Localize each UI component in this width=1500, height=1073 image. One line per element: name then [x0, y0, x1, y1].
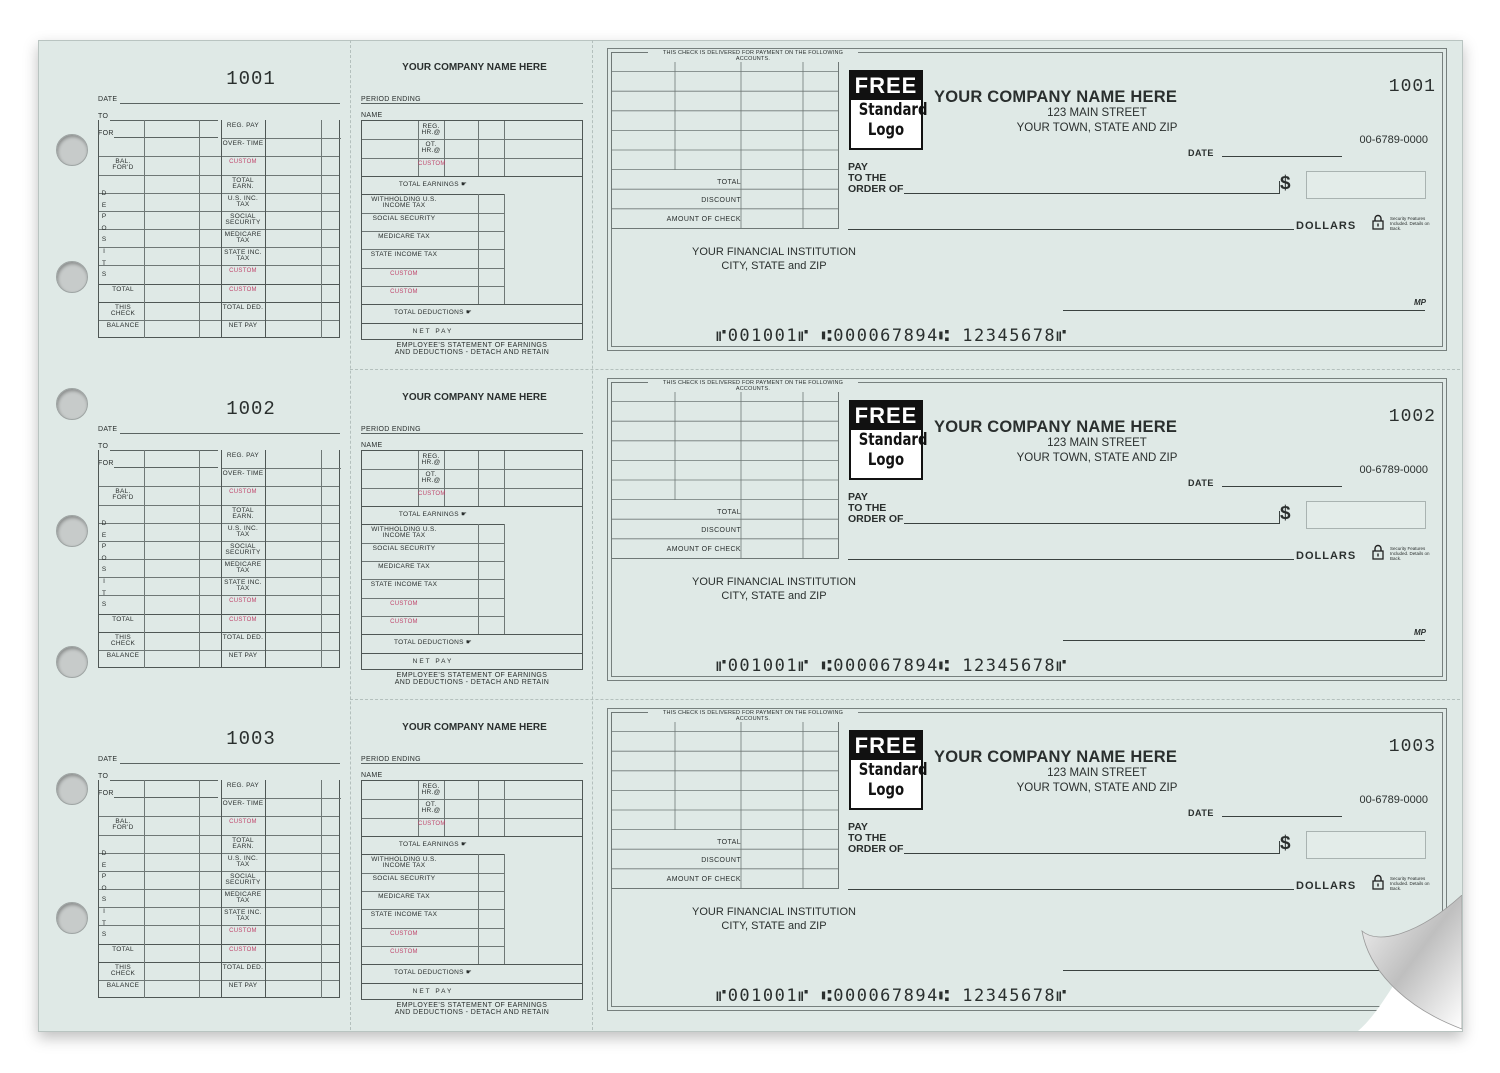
register-label: STATE INC. TAX [224, 249, 262, 263]
register-label: CUSTOM [229, 946, 257, 953]
register-label: BALANCE [106, 981, 140, 989]
routing-fraction: 00-6789-0000 [1359, 134, 1428, 146]
register-label: TOTAL [112, 945, 134, 953]
payroll-footer-line2: AND DEDUCTIONS - DETACH AND RETAIN [394, 349, 550, 356]
stub-check-number: 1002 [226, 398, 276, 420]
to-the-label: TO THE [848, 172, 887, 184]
deduction-label: CUSTOM [390, 619, 418, 625]
company-name: YOUR COMPANY NAME HERE [934, 418, 1178, 436]
deduction-label: SOCIAL SECURITY [372, 214, 436, 222]
to-the-label: TO THE [848, 502, 887, 514]
dollars-label: DOLLARS [1296, 880, 1357, 892]
stub-for-label: FOR [98, 130, 114, 137]
stub-for-label: FOR [98, 790, 114, 797]
voucher-caption: THIS CHECK IS DELIVERED FOR PAYMENT ON THE FOLLOWING ACCOUNTS. [648, 51, 858, 62]
register-label: STATE INC. TAX [224, 909, 262, 923]
deduction-label: MEDICARE TAX [378, 893, 430, 900]
micr-line: ⑈001001⑈ ⑆000067894⑆ 12345678⑈ [716, 326, 1068, 346]
employee-name-line [361, 112, 382, 119]
security-lock-icon [1372, 544, 1384, 560]
check-date-label: DATE [1188, 148, 1214, 158]
register-label: TOTAL EARN. [232, 506, 254, 520]
company-name: YOUR COMPANY NAME HERE [934, 748, 1178, 766]
written-amount-line [848, 229, 1294, 230]
bank-name: YOUR FINANCIAL INSTITUTION [692, 576, 856, 588]
register-label: THIS CHECK [110, 633, 136, 647]
register-label: TOTAL [112, 285, 134, 293]
payroll-company-name: YOUR COMPANY NAME HERE [402, 62, 547, 73]
period-ending-line [361, 756, 421, 763]
bank-city: CITY, STATE and ZIP [721, 260, 827, 272]
deduction-label: STATE INCOME TAX [370, 911, 438, 919]
amount-box [1306, 831, 1426, 859]
page-curl-icon [1358, 895, 1462, 1031]
register-label: STATE INC. TAX [224, 579, 262, 593]
company-name: YOUR COMPANY NAME HERE [934, 88, 1178, 106]
register-label: BAL. FOR'D [112, 488, 134, 502]
voucher-amount-label: AMOUNT OF CHECK [666, 216, 741, 223]
check-date-line [1222, 486, 1342, 487]
logo-standard-text: Standard [858, 100, 928, 120]
total-deductions-label: TOTAL DEDUCTIONS ☛ [394, 309, 472, 317]
register-label: TOTAL EARN. [232, 836, 254, 850]
bank-city: CITY, STATE and ZIP [721, 920, 827, 932]
check-date-label: DATE [1188, 808, 1214, 818]
check-row [38, 40, 1461, 370]
company-address-line2: YOUR TOWN, STATE AND ZIP [1016, 452, 1178, 464]
register-label: OVER- TIME [222, 140, 264, 148]
payroll-company-name: YOUR COMPANY NAME HERE [402, 392, 547, 403]
security-note: Security Features Included. Details on Back. [1390, 216, 1430, 231]
amount-box [1306, 171, 1426, 199]
routing-fraction: 00-6789-0000 [1359, 464, 1428, 476]
logo-standard-text: Standard [858, 760, 928, 780]
earnings-label: OT. HR.@ [421, 801, 441, 815]
mp-mark: MP [1414, 628, 1426, 637]
register-label: NET PAY [228, 651, 258, 659]
logo-free-text: FREE [851, 72, 921, 100]
payee-line [904, 523, 1280, 524]
earnings-label: REG. HR.@ [421, 453, 441, 466]
earnings-label: OT. HR.@ [421, 141, 441, 155]
total-earnings-label: TOTAL EARNINGS ☛ [398, 511, 468, 518]
logo-placeholder [849, 730, 928, 810]
register-label: REG. PAY [226, 452, 260, 459]
deduction-label: CUSTOM [390, 600, 418, 607]
signature-line [1063, 640, 1425, 641]
payroll-footer [361, 342, 583, 356]
register-label: MEDICARE TAX [224, 231, 262, 244]
payroll-footer-line2: AND DEDUCTIONS - DETACH AND RETAIN [394, 679, 550, 686]
register-label: BAL. FOR'D [112, 818, 134, 832]
voucher-total-label: TOTAL [717, 509, 741, 516]
register-label: CUSTOM [229, 286, 257, 293]
bank-name: YOUR FINANCIAL INSTITUTION [692, 246, 856, 258]
net-pay-label: NET PAY [412, 327, 454, 335]
payroll-footer [361, 672, 583, 686]
earnings-label: REG. HR.@ [421, 123, 441, 136]
register-label: OVER- TIME [222, 800, 264, 808]
register-label: NET PAY [228, 981, 258, 989]
payroll-footer-line1: EMPLOYEE'S STATEMENT OF EARNINGS [396, 342, 548, 349]
register-label: TOTAL EARN. [232, 176, 254, 190]
deduction-label: MEDICARE TAX [378, 563, 430, 570]
earnings-label: CUSTOM [418, 160, 446, 167]
payroll-footer-line1: EMPLOYEE'S STATEMENT OF EARNINGS [396, 1002, 548, 1009]
deposits-label: D E P O S I T S [101, 190, 107, 279]
deduction-label: SOCIAL SECURITY [372, 544, 436, 552]
register-label: CUSTOM [229, 928, 257, 935]
total-deductions-label: TOTAL DEDUCTIONS ☛ [394, 969, 472, 977]
pay-label: PAY [848, 491, 868, 503]
logo-logo-text: Logo [867, 780, 905, 800]
check-date-line [1222, 156, 1342, 157]
register-label: U.S. INC. TAX [227, 194, 259, 208]
period-ending-label: PERIOD ENDING [361, 96, 421, 103]
register-label: BALANCE [106, 651, 140, 659]
stub-to-label: TO [98, 113, 109, 120]
deduction-label: CUSTOM [390, 930, 418, 937]
employee-name-line [361, 772, 382, 779]
deduction-label: CUSTOM [390, 949, 418, 955]
register-label: MEDICARE TAX [224, 561, 262, 574]
micr-line: ⑈001001⑈ ⑆000067894⑆ 12345678⑈ [716, 656, 1068, 676]
register-label: TOTAL DED. [222, 303, 264, 311]
deduction-label: SOCIAL SECURITY [372, 874, 436, 882]
signature-line [1063, 310, 1425, 311]
written-amount-line [848, 889, 1294, 890]
register-label: REG. PAY [226, 782, 260, 789]
check-date-label: DATE [1188, 478, 1214, 488]
voucher-discount-label: DISCOUNT [701, 197, 741, 204]
register-label: REG. PAY [226, 122, 260, 129]
employee-name-label: NAME [361, 442, 383, 449]
register-label: U.S. INC. TAX [227, 854, 259, 868]
security-note: Security Features Included. Details on Back. [1390, 546, 1430, 561]
deduction-label: STATE INCOME TAX [370, 581, 438, 589]
register-label: TOTAL DED. [222, 633, 264, 641]
dollars-label: DOLLARS [1296, 550, 1357, 562]
pay-label: PAY [848, 161, 868, 173]
dollar-sign: $ [1280, 173, 1291, 194]
payroll-company-name: YOUR COMPANY NAME HERE [402, 722, 547, 733]
logo-placeholder [849, 400, 928, 480]
check-number: 1002 [1388, 407, 1436, 427]
register-label: TOTAL [112, 615, 134, 623]
dollar-sign: $ [1280, 503, 1291, 524]
voucher-amount-label: AMOUNT OF CHECK [666, 876, 741, 883]
register-label: SOCIAL SECURITY [225, 542, 261, 556]
pay-to-order-label [848, 492, 903, 525]
register-label: BAL. FOR'D [112, 158, 134, 172]
check-row [38, 700, 1461, 1030]
security-lock-icon [1372, 874, 1384, 890]
period-ending-label: PERIOD ENDING [361, 426, 421, 433]
payee-line [904, 193, 1280, 194]
micr-line: ⑈001001⑈ ⑆000067894⑆ 12345678⑈ [716, 986, 1068, 1006]
check-number: 1001 [1388, 77, 1436, 97]
logo-logo-text: Logo [867, 120, 905, 140]
payroll-footer-line2: AND DEDUCTIONS - DETACH AND RETAIN [394, 1009, 550, 1016]
pay-to-order-label [848, 822, 903, 855]
register-label: SOCIAL SECURITY [225, 212, 261, 226]
total-earnings-label: TOTAL EARNINGS ☛ [398, 841, 468, 848]
register-label: CUSTOM [229, 819, 257, 826]
order-of-label: ORDER OF [848, 513, 904, 525]
register-label: OVER- TIME [222, 470, 264, 478]
voucher-discount-label: DISCOUNT [701, 857, 741, 864]
register-label: U.S. INC. TAX [227, 524, 259, 538]
register-label: NET PAY [228, 321, 258, 329]
to-the-label: TO THE [848, 832, 887, 844]
payroll-footer-line1: EMPLOYEE'S STATEMENT OF EARNINGS [396, 672, 548, 679]
company-address-line1: 123 MAIN STREET [1047, 437, 1147, 449]
register-label: TOTAL DED. [222, 963, 264, 971]
register-label: CUSTOM [229, 159, 257, 166]
stub-to-label: TO [98, 773, 109, 780]
written-amount-line [848, 559, 1294, 560]
order-of-label: ORDER OF [848, 843, 904, 855]
period-ending-line [361, 426, 421, 433]
register-label: CUSTOM [229, 268, 257, 275]
deduction-label: STATE INCOME TAX [370, 251, 438, 259]
register-label: CUSTOM [229, 489, 257, 496]
bank-city: CITY, STATE and ZIP [721, 590, 827, 602]
earnings-label: REG. HR.@ [421, 783, 441, 796]
voucher-discount-label: DISCOUNT [701, 527, 741, 534]
stub-date-label: DATE [98, 756, 118, 763]
company-address-line2: YOUR TOWN, STATE AND ZIP [1016, 782, 1178, 794]
voucher-total-label: TOTAL [717, 839, 741, 846]
deduction-label: CUSTOM [390, 270, 418, 277]
deposits-label: D E P O S I T S [101, 850, 107, 939]
stub-to-label: TO [98, 443, 109, 450]
register-label: BALANCE [106, 321, 140, 329]
logo-free-text: FREE [851, 402, 921, 430]
deposits-label: D E P O S I T S [101, 520, 107, 609]
register-label: MEDICARE TAX [224, 891, 262, 904]
period-ending-line [361, 96, 421, 103]
period-ending-label: PERIOD ENDING [361, 756, 421, 763]
earnings-label: CUSTOM [418, 490, 446, 497]
employee-name-label: NAME [361, 772, 383, 779]
logo-logo-text: Logo [867, 450, 905, 470]
employee-name-label: NAME [361, 112, 383, 119]
bank-name: YOUR FINANCIAL INSTITUTION [692, 906, 856, 918]
total-deductions-label: TOTAL DEDUCTIONS ☛ [394, 639, 472, 647]
dollar-sign: $ [1280, 833, 1291, 854]
deduction-label: WITHHOLDING U.S. INCOME TAX [371, 196, 437, 210]
net-pay-label: NET PAY [412, 987, 454, 995]
logo-placeholder [849, 70, 928, 150]
stub-check-number: 1001 [226, 68, 276, 90]
register-label: THIS CHECK [110, 303, 136, 317]
logo-standard-text: Standard [858, 430, 928, 450]
total-earnings-label: TOTAL EARNINGS ☛ [398, 181, 468, 188]
stub-date-label: DATE [98, 426, 118, 433]
deduction-label: WITHHOLDING U.S. INCOME TAX [371, 526, 437, 540]
company-address-line1: 123 MAIN STREET [1047, 767, 1147, 779]
stub-date-label: DATE [98, 96, 118, 103]
register-label: THIS CHECK [110, 963, 136, 977]
logo-free-text: FREE [851, 732, 921, 760]
check-row [38, 370, 1461, 700]
voucher-total-label: TOTAL [717, 179, 741, 186]
routing-fraction: 00-6789-0000 [1359, 794, 1428, 806]
earnings-label: CUSTOM [418, 820, 446, 827]
company-address-line1: 123 MAIN STREET [1047, 107, 1147, 119]
stub-check-number: 1003 [226, 728, 276, 750]
amount-box [1306, 501, 1426, 529]
net-pay-label: NET PAY [412, 657, 454, 665]
security-note: Security Features Included. Details on Back. [1390, 876, 1430, 891]
deduction-label: CUSTOM [390, 289, 418, 295]
voucher-caption: THIS CHECK IS DELIVERED FOR PAYMENT ON THE FOLLOWING ACCOUNTS. [648, 381, 858, 392]
mp-mark: MP [1414, 298, 1426, 307]
voucher-caption: THIS CHECK IS DELIVERED FOR PAYMENT ON THE FOLLOWING ACCOUNTS. [648, 711, 858, 722]
order-of-label: ORDER OF [848, 183, 904, 195]
pay-label: PAY [848, 821, 868, 833]
company-address-line2: YOUR TOWN, STATE AND ZIP [1016, 122, 1178, 134]
check-date-line [1222, 816, 1342, 817]
register-label: CUSTOM [229, 616, 257, 623]
pay-to-order-label [848, 162, 903, 195]
payroll-footer [361, 1002, 583, 1016]
register-label: SOCIAL SECURITY [225, 872, 261, 886]
dollars-label: DOLLARS [1296, 220, 1357, 232]
security-lock-icon [1372, 214, 1384, 230]
deduction-label: WITHHOLDING U.S. INCOME TAX [371, 856, 437, 870]
stub-for-label: FOR [98, 460, 114, 467]
employee-name-line [361, 442, 382, 449]
check-number: 1003 [1388, 737, 1436, 757]
voucher-amount-label: AMOUNT OF CHECK [666, 546, 741, 553]
register-label: CUSTOM [229, 598, 257, 605]
payee-line [904, 853, 1280, 854]
deduction-label: MEDICARE TAX [378, 233, 430, 240]
earnings-label: OT. HR.@ [421, 471, 441, 485]
